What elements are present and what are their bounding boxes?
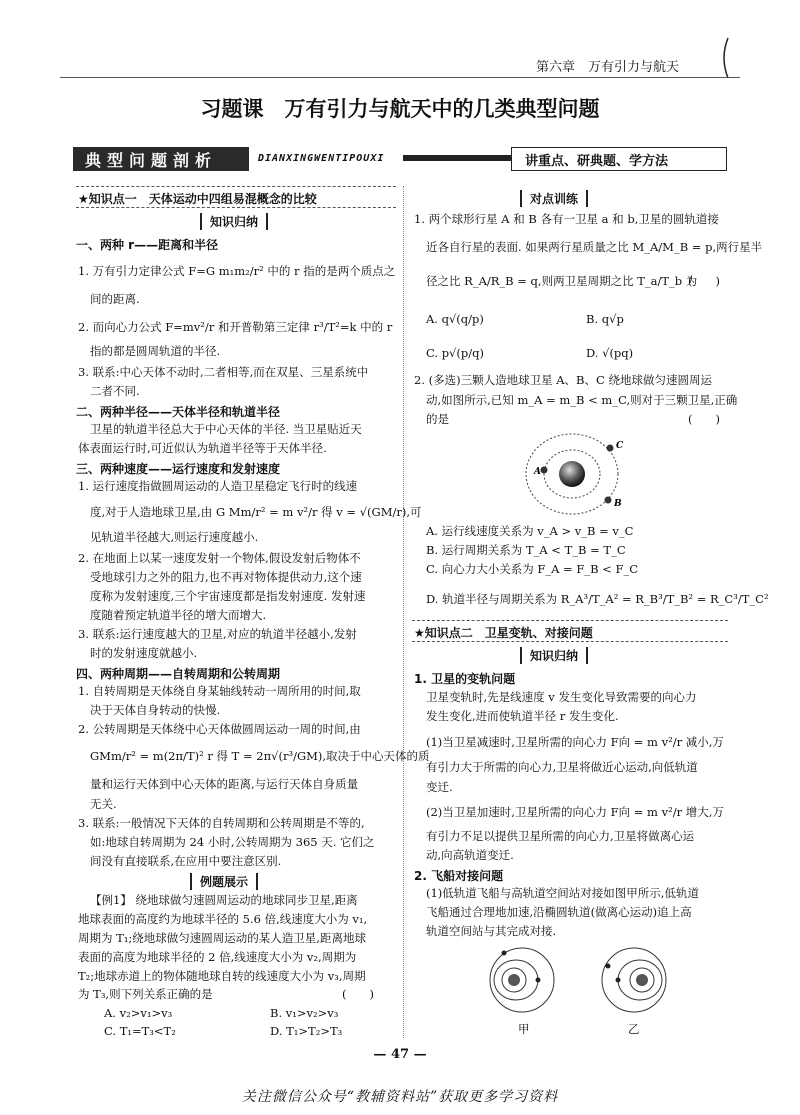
column-divider <box>403 186 404 1038</box>
knowledge-box-2: 知识归纳 <box>520 647 588 664</box>
docking-figure-yi <box>596 944 676 1020</box>
station-yi <box>606 964 611 969</box>
station-jia <box>502 951 507 956</box>
q1-paren: ( ) <box>688 274 720 288</box>
docking-figure-jia <box>484 944 564 1020</box>
sec4-item1-line2: 决于天体自身转动的快慢. <box>90 703 221 717</box>
q2-option-a: A. 运行线速度关系为 v_A > v_B = v_C <box>426 524 634 538</box>
q1-option-b: B. q√p <box>586 312 624 326</box>
section-banner <box>73 147 725 171</box>
sec4-item2-line4: 无关. <box>90 797 117 811</box>
sec1-item1-line1: 1. 万有引力定律公式 F=G m₁m₂/r² 中的 r 指的是两个质点之 <box>78 264 396 278</box>
q2-line2: 动,如图所示,已知 m_A = m_B < m_C,则对于三颗卫星,正确 <box>426 393 738 407</box>
sec3-item1-line2: 度,对于人造地球卫星,由 G Mm/r² = m v²/r 得 v = √(GM/r),可 <box>90 505 422 519</box>
kp1-rule <box>76 186 396 187</box>
kp2-rule <box>412 620 728 621</box>
kp1-rule-bottom <box>76 207 396 208</box>
sec3-item1-line3: 见轨道半径越大,则运行速度越小. <box>90 530 259 544</box>
sec2-title: 二、两种半径——天体半径和轨道半径 <box>76 405 281 419</box>
earth-jia <box>508 974 520 986</box>
satellite-a <box>541 467 548 474</box>
kp1-heading: ★知识点一 天体运动中四组易混概念的比较 <box>78 192 317 206</box>
practice-box: 对点训练 <box>520 190 588 207</box>
r2-line2: 飞船通过合理地加速,沿椭圆轨道(做离心运动)追上高 <box>426 905 692 919</box>
sec3-item2-line1: 2. 在地面上以某一速度发射一个物体,假设发射后物体不 <box>78 551 361 565</box>
example-line4: 表面的高度为地球半径的 2 倍,线速度大小为 v₂,周期为 <box>78 950 357 964</box>
q1-option-c: C. p√(p/q) <box>426 346 484 360</box>
outer-orbit-jia <box>490 948 554 1012</box>
label-a: A <box>534 467 541 477</box>
r2-title: 2. 飞船对接问题 <box>414 869 504 883</box>
sec1-item2-line1: 2. 而向心力公式 F=mv²/r 和开普勒第三定律 r³/T²=k 中的 r <box>78 320 393 334</box>
sec3-item3-line1: 3. 联系:运行速度越大的卫星,对应的轨道半径越小,发射 <box>78 627 357 641</box>
example-option-d: D. T₁>T₂>T₃ <box>270 1024 343 1038</box>
banner-slogan: 讲重点、研典题、学方法 <box>525 154 669 169</box>
sec4-item3-line3: 间没有直接联系,在应用中要注意区别. <box>90 854 282 868</box>
orbit-diagram <box>520 428 630 520</box>
sec4-item2-line3: 量和运行天体到中心天体的距离,与运行天体自身质量 <box>90 777 359 791</box>
q2-option-c: C. 向心力大小关系为 F_A = F_B < F_C <box>426 562 638 576</box>
sec3-item2-line4: 度随着预定轨道半径的增大而增大. <box>90 608 267 622</box>
q1-line1: 1. 两个球形行星 A 和 B 各有一卫星 a 和 b,卫星的圆轨道接 <box>414 212 719 226</box>
satellite-c <box>607 445 614 452</box>
q1-line2: 近各自行星的表面. 如果两行星质量之比 M_A/M_B = p,两行星半 <box>426 240 763 254</box>
example-line3: 周期为 T₁;绕地球做匀速圆周运动的某人造卫星,距离地球 <box>78 931 366 945</box>
r1-line6: (2)当卫星加速时,卫星所需的向心力 F向 = m v²/r 增大,万 <box>426 805 724 819</box>
example-line5: T₂;地球赤道上的物体随地球自转的线速度大小为 v₃,周期 <box>78 969 366 983</box>
earth <box>559 461 585 487</box>
figure-yi-label: 乙 <box>628 1022 640 1036</box>
knowledge-box-1: 知识归纳 <box>200 213 268 230</box>
sec4-item1-line1: 1. 自转周期是天体绕自身某轴线转动一周所用的时间,取 <box>78 684 361 698</box>
ship-jia <box>536 978 541 983</box>
figure-jia-label: 甲 <box>518 1022 530 1036</box>
satellite-b <box>605 497 612 504</box>
sec4-title: 四、两种周期——自转周期和公转周期 <box>76 667 281 681</box>
sec3-item3-line2: 时的发射速度就越小. <box>90 646 198 660</box>
example-option-b: B. v₁>v₂>v₃ <box>270 1006 339 1020</box>
sec1-title: 一、两种 r——距离和半径 <box>76 238 219 252</box>
sec4-item2-line1: 2. 公转周期是天体绕中心天体做圆周运动一周的时间,由 <box>78 722 361 736</box>
r1-line4: 有引力大于所需的向心力,卫星将做近心运动,向低轨道 <box>426 760 698 774</box>
q2-option-b: B. 运行周期关系为 T_A < T_B = T_C <box>426 543 626 557</box>
r2-line3: 轨道空间站与其完成对接. <box>426 924 557 938</box>
banner-title: 典型问题剖析 <box>85 151 218 170</box>
example-box: 例题展示 <box>190 873 258 890</box>
q1-line3: 径之比 R_A/R_B = q,则两卫星周期之比 T_a/T_b 为 <box>426 274 698 288</box>
sec2-line1: 卫星的轨道半径总大于中心天体的半径. 当卫星贴近天 <box>90 422 362 436</box>
sec4-item2-line2: GMm/r² = m(2π/T)² r 得 T = 2π√(r³/GM),取决于中心天体的质 <box>90 749 430 763</box>
example-line2: 地球表面的高度约为地球半径的 5.6 倍,线速度大小为 v₁, <box>78 912 368 926</box>
r1-line7: 有引力不足以提供卫星所需的向心力,卫星将做离心运 <box>426 829 695 843</box>
example-line1: 【例1】 绕地球做匀速圆周运动的地球同步卫星,距离 <box>90 893 358 907</box>
r2-line1: (1)低轨道飞船与高轨道空间站对接如图甲所示,低轨道 <box>426 886 699 900</box>
r1-line2: 发生变化,进而使轨道半径 r 发生变化. <box>426 709 619 723</box>
header-rule <box>60 77 740 78</box>
r1-title: 1. 卫星的变轨问题 <box>414 672 516 686</box>
r1-line8: 动,向高轨道变迁. <box>426 848 514 862</box>
chapter-header: 第六章 万有引力与航天 <box>536 60 680 75</box>
q2-line3: 的是 <box>426 412 449 426</box>
sec3-title: 三、两种速度——运行速度和发射速度 <box>76 462 281 476</box>
r1-line3: (1)当卫星减速时,卫星所需的向心力 F向 = m v²/r 减小,万 <box>426 735 724 749</box>
q2-option-d: D. 轨道半径与周期关系为 R_A³/T_A² = R_B³/T_B² = R_C³/T_C² <box>426 592 769 606</box>
sec1-item3-line2: 二者不同. <box>90 384 140 398</box>
q1-option-a: A. q√(q/p) <box>426 312 484 326</box>
banner-pinyin: DIANXINGWENTIPOUXI <box>258 153 385 164</box>
ship-yi <box>616 978 621 983</box>
sec3-item1-line1: 1. 运行速度指做圆周运动的人造卫星稳定飞行时的线速 <box>78 479 358 493</box>
kp2-heading: ★知识点二 卫星变轨、对接问题 <box>414 626 593 640</box>
outer-orbit-yi <box>602 948 666 1012</box>
sec2-line2: 体表面运行时,可近似认为轨道半径等于天体半径. <box>78 441 327 455</box>
page-number: — 47 — <box>373 1047 427 1062</box>
sec1-item1-line2: 间的距离. <box>90 292 140 306</box>
sec3-item2-line3: 度称为发射速度,三个宇宙速度都是指发射速度. 发射速 <box>90 589 366 603</box>
example-option-c: C. T₁=T₃<T₂ <box>104 1024 176 1038</box>
earth-yi <box>636 974 648 986</box>
label-b: B <box>614 499 622 509</box>
header-bracket <box>718 36 732 80</box>
footer-note: 关注微信公众号“教辅资料站”获取更多学习资料 <box>241 1089 559 1105</box>
q1-option-d: D. √(pq) <box>586 346 634 360</box>
q2-line1: 2. (多选)三颗人造地球卫星 A、B、C 绕地球做匀速圆周运 <box>414 373 712 387</box>
example-line6: 为 T₃,则下列关系正确的是 <box>78 987 213 1001</box>
sec3-item2-line2: 受地球引力之外的阻力,也不再对物体提供动力,这个速 <box>90 570 362 584</box>
r1-line5: 变迁. <box>426 780 453 794</box>
example-option-a: A. v₂>v₁>v₃ <box>104 1006 173 1020</box>
r1-line1: 卫星变轨时,先是线速度 v 发生变化导致需要的向心力 <box>426 690 697 704</box>
sec1-item2-line2: 指的都是圆周轨道的半径. <box>90 344 221 358</box>
sec4-item3-line1: 3. 联系:一般情况下天体的自转周期和公转周期是不等的, <box>78 816 365 830</box>
label-c: C <box>616 441 624 451</box>
banner-bar <box>403 155 511 161</box>
page-title: 习题课 万有引力与航天中的几类典型问题 <box>200 97 600 121</box>
kp2-rule-bottom <box>412 641 728 642</box>
example-paren: ( ) <box>342 987 374 1001</box>
sec4-item3-line2: 如:地球自转周期为 24 小时,公转周期为 365 天. 它们之 <box>90 835 375 849</box>
sec1-item3-line1: 3. 联系:中心天体不动时,二者相等,而在双星、三星系统中 <box>78 365 369 379</box>
q2-paren: ( ) <box>688 412 720 426</box>
